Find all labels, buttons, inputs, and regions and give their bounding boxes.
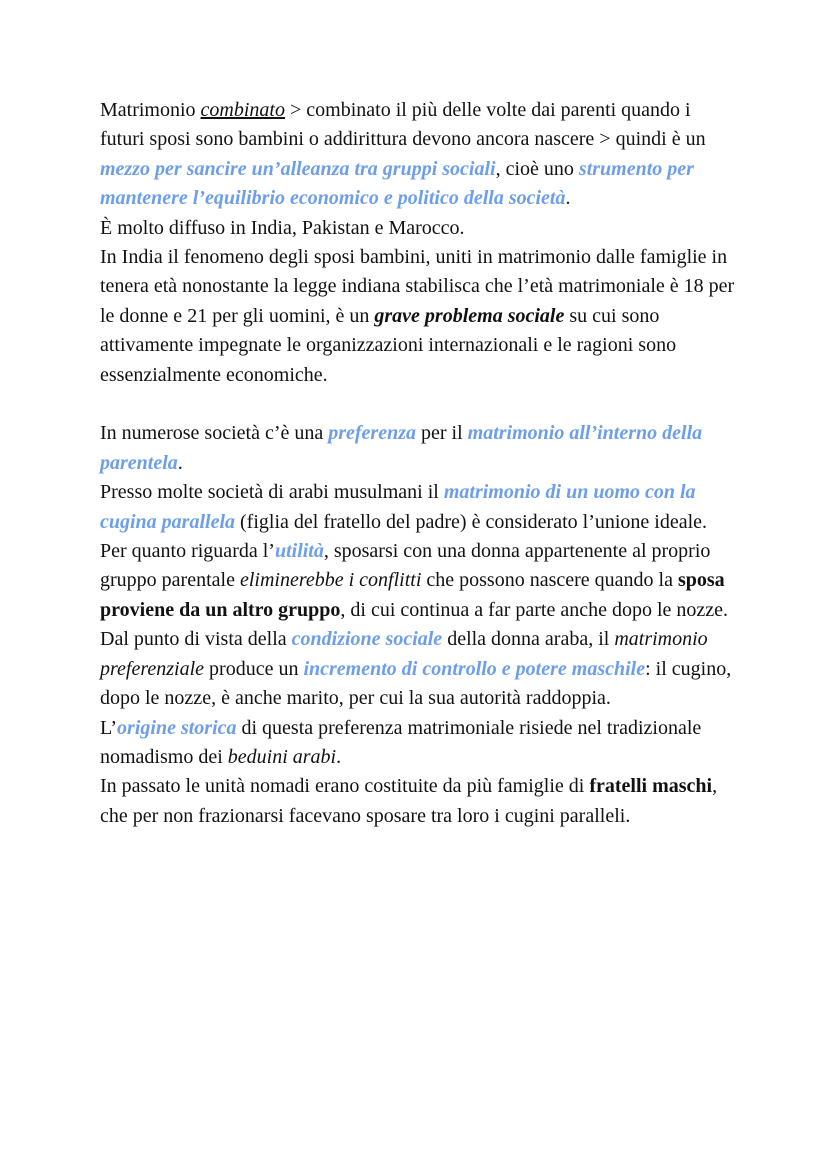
document-page	[100, 96, 740, 831]
emphasis-preferential-marriage: matrimonio preferenziale	[100, 628, 708, 680]
term-combinato: combinato	[200, 99, 285, 121]
paragraph-arranged-marriage: Matrimonio combinato > combinato il più delle volte dai parenti quando i futuri sposi sono bambini o addirittura devono ancora nascere > quindi è un mezzo per sancire un’alleanza tra gruppi sociali, cioè uno strumento per mantenere l’equilibrio economico e politico della società.	[100, 99, 706, 210]
paragraph-diffusion: È molto diffuso in India, Pakistan e Marocco.	[100, 216, 465, 239]
paragraph-social-condition: Dal punto di vista della condizione sociale della donna araba, il matrimonio preferenziale produce un incremento di controllo e potere maschile: il cugino, dopo le nozze, è anche marito, per cui la sua autorità raddoppia.	[100, 628, 732, 710]
highlight-male-control: incremento di controllo e potere maschile	[303, 657, 646, 680]
highlight-preference: preferenza	[328, 422, 416, 445]
emphasis-social-problem: grave problema sociale	[374, 304, 565, 327]
paragraph-nomadic-units: In passato le unità nomadi erano costituite da più famiglie di fratelli maschi, che per non frazionarsi facevano sposare tra loro i cugini paralleli.	[100, 775, 718, 827]
highlight-kinship-marriage: matrimonio all’interno della parentela	[100, 422, 703, 474]
highlight-alliance: mezzo per sancire un’alleanza tra gruppi sociali	[100, 157, 496, 180]
paragraph-kinship-preference: In numerose società c’è una preferenza per il matrimonio all’interno della parentela.	[100, 422, 703, 474]
paragraph-parallel-cousin: Presso molte società di arabi musulmani il matrimonio di un uomo con la cugina parallela (figlia del fratello del padre) è considerato l’unione ideale.	[100, 481, 708, 533]
paragraph-utility: Per quanto riguarda l’utilità, sposarsi con una donna appartenente al proprio gruppo parentale eliminerebbe i conflitti che possono nascere quando la sposa proviene da un altro gruppo, di cui continua a far parte anche dopo le nozze.	[100, 540, 729, 621]
highlight-utility: utilità	[274, 540, 324, 563]
highlight-social-condition: condizione sociale	[291, 628, 443, 651]
emphasis-conflicts: eliminerebbe i conflitti	[239, 569, 422, 592]
paragraph-historical-origin: L’origine storica di questa preferenza matrimoniale risiede nel tradizionale nomadismo dei beduini arabi.	[100, 716, 702, 768]
emphasis-bedouins: beduini arabi	[227, 745, 337, 768]
paragraph-child-brides: In India il fenomeno degli sposi bambini, uniti in matrimonio dalle famiglie in tenera età nonostante la legge indiana stabilisca che l’età matrimoniale è 18 per le donne e 21 per gli uomini, è un grave problema sociale su cui sono attivamente impegnate le organizzazioni internazionali e le ragioni sono essenzialmente economiche.	[100, 246, 735, 386]
emphasis-brothers: fratelli maschi	[589, 775, 713, 798]
highlight-parallel-cousin: matrimonio di un uomo con la cugina parallela	[100, 481, 696, 533]
highlight-equilibrium: strumento per mantenere l’equilibrio economico e politico della società	[100, 157, 694, 210]
highlight-historical-origin: origine storica	[117, 716, 237, 739]
paragraph-spacer	[100, 390, 740, 419]
emphasis-other-group: sposa proviene da un altro gruppo	[100, 569, 725, 621]
